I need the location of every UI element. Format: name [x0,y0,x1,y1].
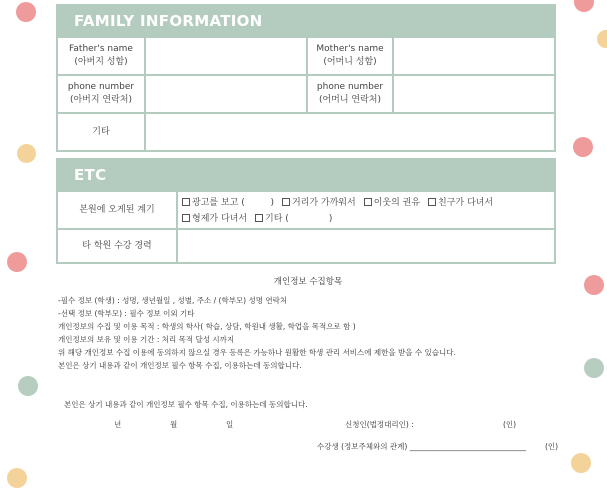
guardian-seal: (인) [503,420,517,429]
student-signature-line[interactable]: 수강생 (정보주체와의 관계) _______________________________ [317,442,526,451]
consent-line: 개인정보의 수집 및 이용 목적 : 학생의 학사( 학습, 상담, 학원내 생활, 학업을 목적으로 함 ) [58,322,356,331]
mother-name-label [308,38,394,74]
mother-name-field[interactable] [394,38,554,74]
checkbox[interactable] [182,214,190,222]
options-line-2 [182,211,332,227]
mother-name-label-text: Mother's name (어머니 성함) [316,44,384,67]
option-other[interactable] [255,213,332,226]
father-phone-label [58,76,146,112]
consent-line: 개인정보의 보유 및 이용 기간 : 처리 목적 달성 시까지 [58,335,235,344]
option-near[interactable] [282,197,356,210]
decor-dot [7,252,27,272]
other-label: 기타 [58,114,146,150]
decor-dot [571,453,591,473]
father-phone-field[interactable] [146,76,308,112]
checkbox[interactable] [182,198,190,206]
guardian-label: 신청인(법정대리인) : [345,420,414,429]
checkbox[interactable] [428,198,436,206]
consent-title: 개인정보 수집항목 [273,277,343,287]
checkbox[interactable] [364,198,372,206]
etc-table [56,192,556,264]
option-friend-label: 친구가 다녀서 [438,197,494,208]
mother-phone-label [308,76,394,112]
day-label: 일 [226,420,234,429]
option-neighbor-label: 이웃의 권유 [373,197,421,208]
agree-statement: 본인은 상기 내용과 같이 개인정보 필수 항목 수집, 이용하는데 동의합니다. [64,400,308,409]
year-label: 년 [114,420,122,429]
family-section-title: FAMILY INFORMATION [56,4,556,38]
decor-dot [18,376,38,396]
phone-row [58,76,554,114]
mother-phone-field[interactable] [394,76,554,112]
father-name-field[interactable] [146,38,308,74]
option-near-label: 거리가 가까워서 [291,197,356,208]
option-other-label: 기타 ( ) [265,213,333,224]
decor-dot [17,144,36,163]
mother-phone-label-text: phone number (어머니 연락처) [316,82,384,105]
decor-dot [584,358,604,378]
decor-dot [16,2,36,22]
consent-line: 위 해당 개인정보 수집 이용에 동의하지 않으실 경우 등록은 가능하나 원활한 학생 관리 서비스에 제한을 받을 수 있습니다. [58,348,456,357]
decor-dot [597,30,607,48]
checkbox[interactable] [255,214,263,222]
option-ad-label: 광고를 보고 ( ) [192,197,274,208]
father-name-label-text: Father's name (아버지 성함) [69,44,133,67]
other-field[interactable] [146,114,554,150]
name-row [58,38,554,76]
family-info-table [56,38,556,152]
options-line-1 [182,195,493,211]
decor-dot [574,0,594,12]
how-found-row [58,192,554,230]
consent-line: -필수 정보 (학생) : 성명, 생년월일 , 성별, 주소 / (학부모) 성명 연락처 [58,296,288,305]
how-found-label: 본원에 오게된 계기 [58,192,178,228]
other-academy-label: 타 학원 수강 경력 [58,230,178,262]
decor-dot [573,137,593,157]
decor-dot [7,468,27,488]
month-label: 월 [170,420,178,429]
option-friend[interactable] [428,197,493,210]
checkbox[interactable] [282,198,290,206]
consent-section [58,276,558,372]
decor-dot [584,275,604,295]
how-found-options [178,192,554,228]
etc-section-title: ETC [56,158,556,192]
option-sibling[interactable] [182,213,247,226]
other-row [58,114,554,150]
other-academy-field[interactable] [178,230,554,262]
consent-line: 본인은 상기 내용과 같이 개인정보 필수 항목 수집, 이용하는데 동의합니다. [58,361,302,370]
option-sibling-label: 형제가 다녀서 [192,213,248,224]
father-name-label [58,38,146,74]
consent-line: -선택 정보 (학부모) : 필수 정보 이외 기타 [58,309,195,318]
father-phone-label-text: phone number (아버지 연락처) [67,82,135,105]
student-seal: (인) [545,442,559,451]
option-ad[interactable] [182,197,274,210]
other-academy-row [58,230,554,262]
option-neighbor[interactable] [364,197,420,210]
